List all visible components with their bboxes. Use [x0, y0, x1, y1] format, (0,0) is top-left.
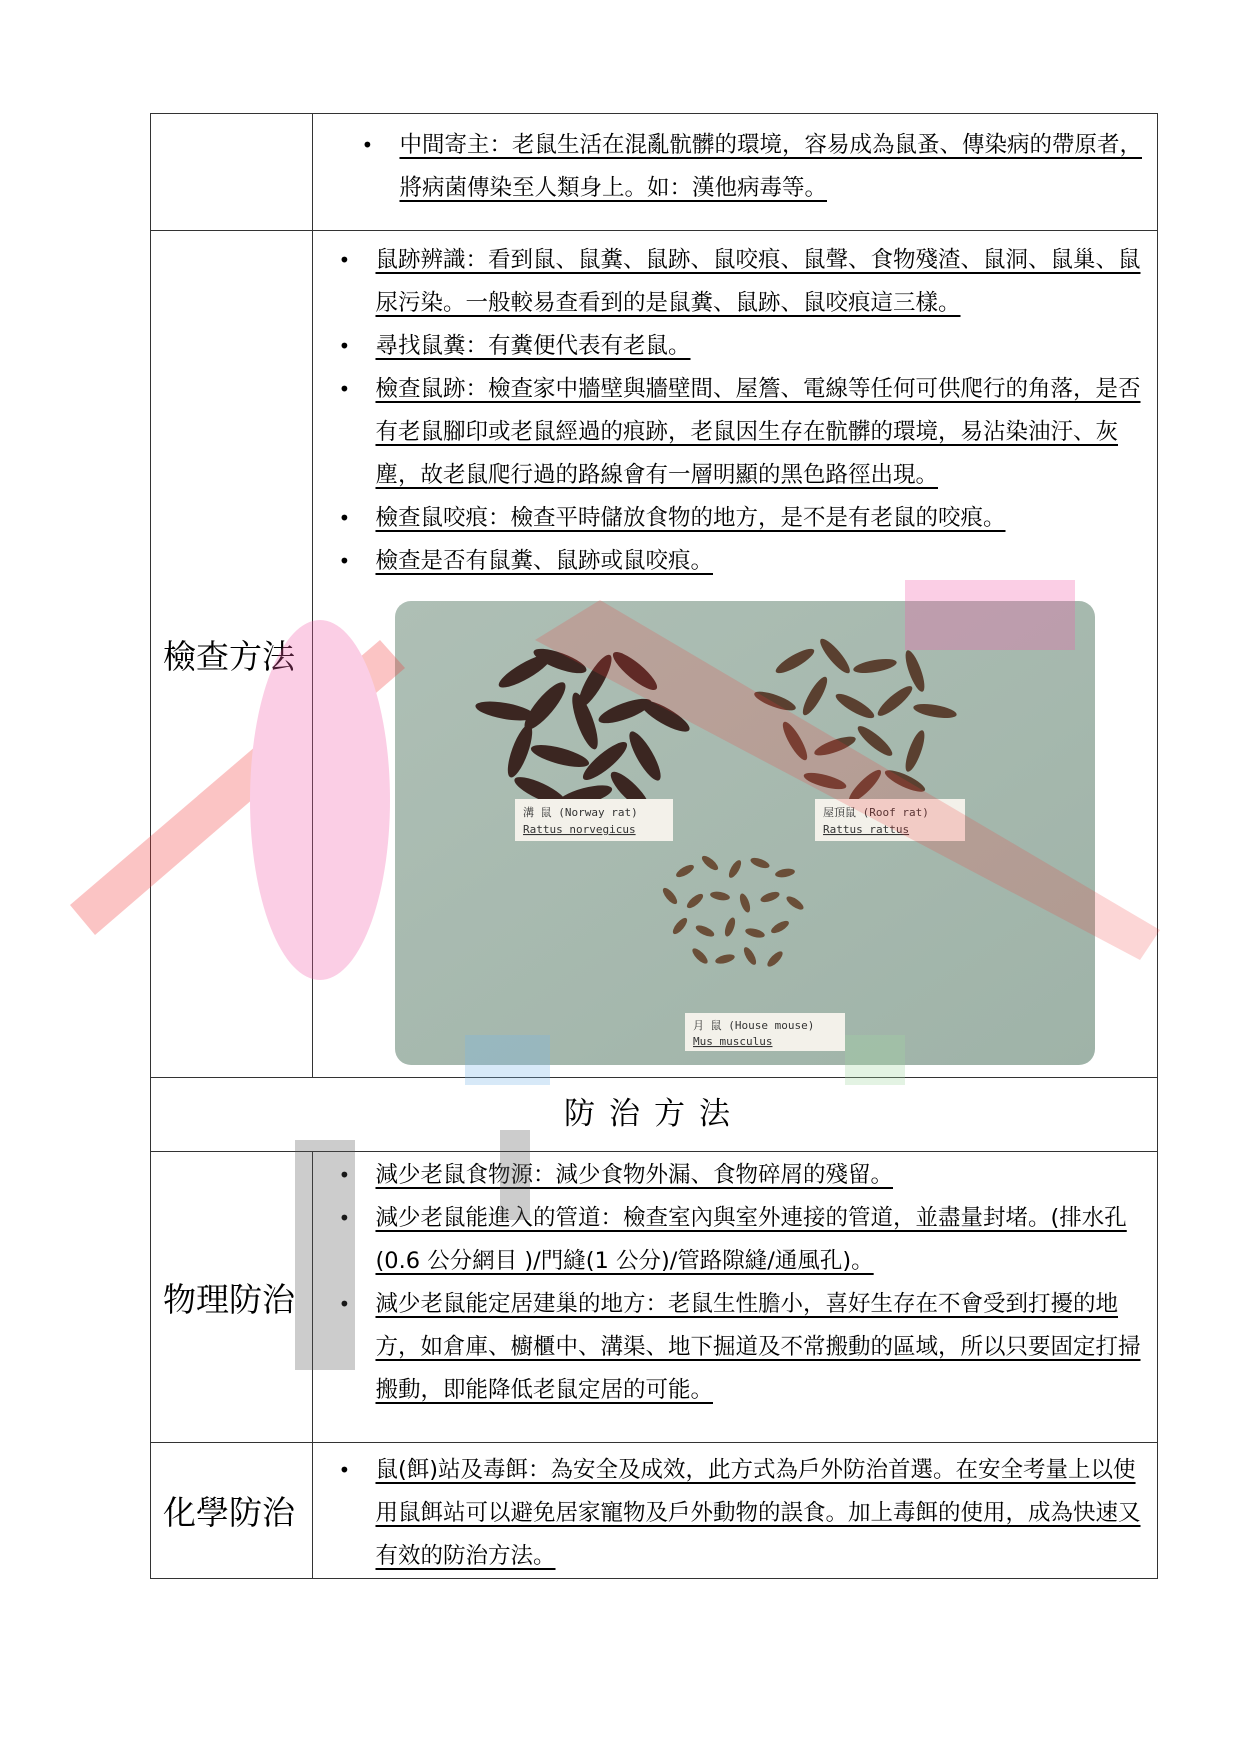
row-content [313, 1152, 1158, 1443]
svg-text:屋頂鼠 (Roof rat): 屋頂鼠 (Roof rat) [823, 806, 930, 819]
content-table [150, 113, 1158, 1579]
row-label-chemical: 化學防治 [151, 1443, 313, 1579]
bullet-icon: • [361, 133, 374, 157]
bullet-list [313, 1152, 1157, 1412]
row-chemical-control [151, 1443, 1158, 1579]
bullet-list [313, 231, 1157, 583]
caption-roof-rat [815, 799, 965, 841]
list-item: • 檢查鼠咬痕：檢查平時儲放食物的地方，是不是有老鼠的咬痕。 [313, 497, 1145, 540]
svg-text:溝 鼠 (Norway rat): 溝 鼠 (Norway rat) [523, 806, 639, 819]
caption-house-mouse [685, 1013, 845, 1051]
list-item: • 減少老鼠食物源：減少食物外漏、食物碎屑的殘留。 [313, 1154, 1145, 1197]
bullet-icon: • [338, 549, 351, 573]
bullet-icon: • [338, 334, 351, 358]
row-label-inspection: 檢查方法 [151, 231, 313, 1078]
list-item: • 鼠(餌)站及毒餌：為安全及成效，此方式為戶外防治首選。在安全考量上以使用鼠餌站可以避免居家寵物及戶外動物的誤食。加上毒餌的使用，成為快速又有效的防治方法。 [313, 1449, 1145, 1578]
list-item: • 檢查是否有鼠糞、鼠跡或鼠咬痕。 [313, 540, 1145, 583]
list-item: • 檢查鼠跡：檢查家中牆壁與牆壁間、屋簷、電線等任何可供爬行的角落，是否有老鼠腳印或老鼠經過的痕跡，老鼠因生存在骯髒的環境，易沾染油汙、灰塵，故老鼠爬行過的路線會有一層明顯的黑色路徑出現。 [313, 368, 1145, 497]
svg-text:Rattus rattus: Rattus rattus [823, 823, 910, 836]
list-item: • 尋找鼠糞：有糞便代表有老鼠。 [313, 325, 1145, 368]
row-content [313, 231, 1158, 1078]
rat-droppings-photo [395, 601, 1095, 1065]
row-section-header [151, 1078, 1158, 1152]
row-content [313, 114, 1158, 231]
bullet-icon: • [338, 377, 351, 401]
bullet-icon: • [338, 1292, 351, 1316]
caption-norway-rat [515, 799, 673, 841]
bullet-icon: • [338, 1458, 351, 1482]
row-label-empty [151, 114, 313, 231]
bullet-icon: • [338, 248, 351, 272]
svg-text:月 鼠 (House mouse): 月 鼠 (House mouse) [693, 1019, 815, 1032]
bullet-list [313, 114, 1157, 210]
row-label-physical: 物理防治 [151, 1152, 313, 1443]
list-item: • 鼠跡辨識：看到鼠、鼠糞、鼠跡、鼠咬痕、鼠聲、食物殘渣、鼠洞、鼠巢、鼠尿污染。一般較易查看到的是鼠糞、鼠跡、鼠咬痕這三樣。 [313, 239, 1145, 325]
row-physical-control [151, 1152, 1158, 1443]
section-header: 防治方法 [151, 1078, 1158, 1152]
bullet-icon: • [338, 506, 351, 530]
svg-text:Rattus norvegicus: Rattus norvegicus [523, 823, 637, 836]
row-intermediate-host [151, 114, 1158, 231]
list-item: • 減少老鼠能進入的管道：檢查室內與室外連接的管道，並盡量封堵。(排水孔(0.6 公分網目 )/門縫(1 公分)/管路隙縫/通風孔)。 [313, 1197, 1145, 1283]
row-inspection [151, 231, 1158, 1078]
bullet-icon: • [338, 1163, 351, 1187]
row-content [313, 1443, 1158, 1579]
list-item: • 減少老鼠能定居建巢的地方：老鼠生性膽小，喜好生存在不會受到打擾的地方，如倉庫、櫥櫃中、溝渠、地下掘道及不常搬動的區域，所以只要固定打掃搬動，即能降低老鼠定居的可能。 [313, 1283, 1145, 1412]
svg-text:Mus musculus: Mus musculus [693, 1035, 773, 1048]
list-item: • 中間寄主：老鼠生活在混亂骯髒的環境，容易成為鼠蚤、傳染病的帶原者，將病菌傳染至人類身上。如：漢他病毒等。 [313, 124, 1145, 210]
bullet-list [313, 1443, 1157, 1578]
bullet-icon: • [338, 1206, 351, 1230]
